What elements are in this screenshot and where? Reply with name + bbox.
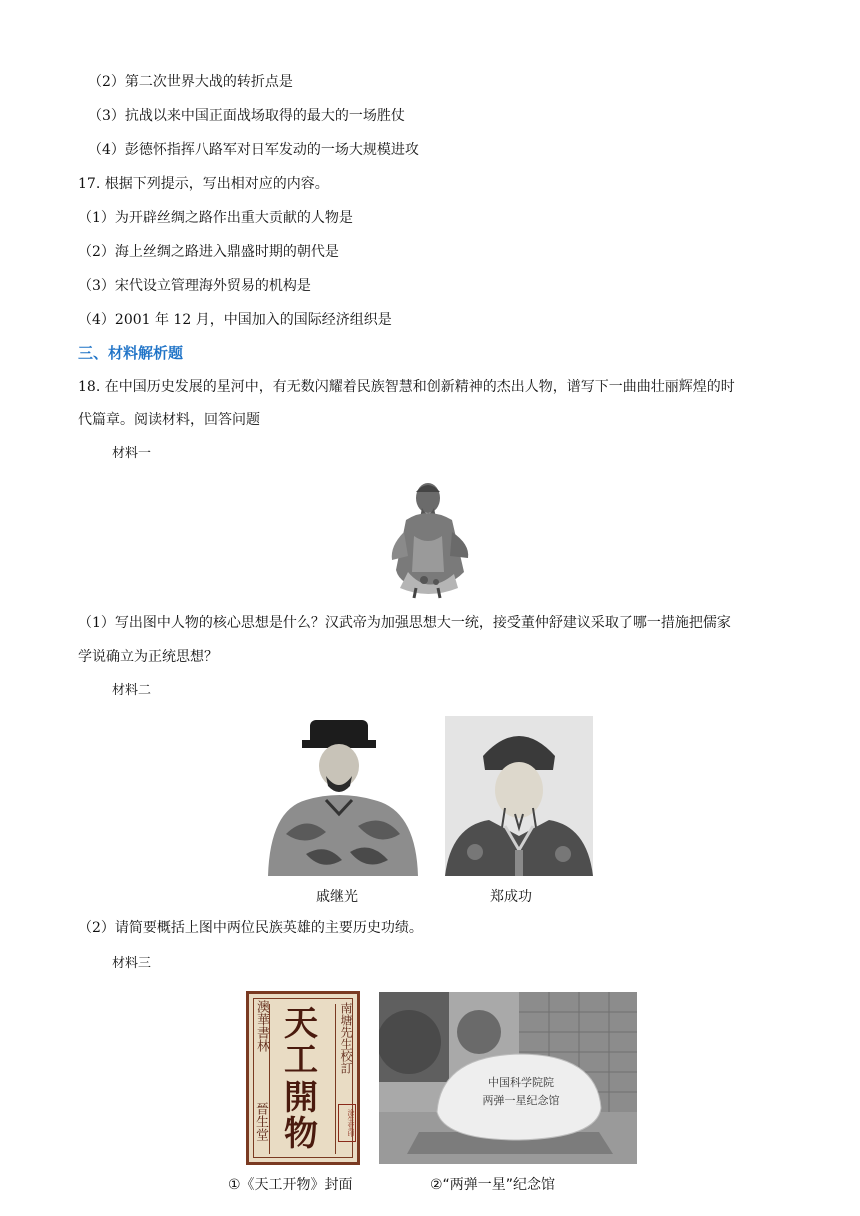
q17-item-3: （3）宋代设立管理海外贸易的机构是 [78, 278, 311, 294]
q17-item-2: （2）海上丝绸之路进入鼎盛时期的朝代是 [78, 244, 339, 260]
material-1-label: 材料一 [112, 446, 152, 461]
caption-book-cover: ①《天工开物》封面 [228, 1177, 353, 1193]
cover-seal: 涂生堂印 [338, 1104, 356, 1142]
q17-item-1: （1）为开辟丝绸之路作出重大贡献的人物是 [78, 210, 353, 226]
monument-text-line-2: 两弹一星纪念馆 [482, 1094, 560, 1107]
monument-text-line-1: 中国科学院院 [488, 1076, 554, 1089]
material-2-label: 材料二 [112, 683, 152, 698]
section-heading: 三、材料解析题 [78, 344, 184, 362]
two-bombs-one-satellite-memorial-photo [379, 992, 637, 1164]
material-3-label: 材料三 [112, 956, 152, 971]
q18-2: （2）请简要概括上图中两位民族英雄的主要历史功绩。 [78, 920, 423, 936]
q17-item-4: （4）2001 年 12 月，中国加入的国际经济组织是 [78, 312, 392, 328]
q18-intro-line-1: 18. 在中国历史发展的星河中，有无数闪耀着民族智慧和创新精神的杰出人物，谱写下一曲曲壮丽辉煌的时 [78, 379, 735, 395]
portrait-zheng-chenggong [445, 716, 593, 876]
cover-left-column: 澳華書林 [254, 1000, 269, 1052]
q16-item-4: （4）彭德怀指挥八路军对日军发动的一场大规模进攻 [88, 142, 419, 158]
q17-title: 17. 根据下列提示，写出相对应的内容。 [78, 176, 329, 192]
tiangong-kaiwu-cover [246, 991, 360, 1165]
cover-publisher: 晉生堂 [253, 1102, 268, 1141]
cover-right-column: 南塘先生校訂 [339, 1002, 353, 1074]
caption-memorial: ②“两弹一星”纪念馆 [430, 1177, 556, 1193]
caption-qi-jiguang: 戚继光 [316, 889, 358, 905]
q18-intro-line-2: 代篇章。阅读材料，回答问题 [78, 412, 260, 428]
confucius-figure [378, 476, 482, 600]
q18-1-line-2: 学说确立为正统思想？ [78, 649, 218, 665]
q18-1-line-1: （1）写出图中人物的核心思想是什么？汉武帝为加强思想大一统，接受董仲舒建议采取了哪一措施把儒家 [78, 615, 731, 631]
cover-title-bottom: 開物 [284, 1078, 320, 1154]
q16-item-3: （3）抗战以来中国正面战场取得的最大的一场胜仗 [88, 108, 405, 124]
q16-item-2: （2）第二次世界大战的转折点是 [88, 74, 293, 90]
cover-title-top: 天工 [284, 1004, 320, 1080]
caption-zheng-chenggong: 郑成功 [490, 889, 532, 905]
portrait-qi-jiguang [266, 714, 420, 876]
